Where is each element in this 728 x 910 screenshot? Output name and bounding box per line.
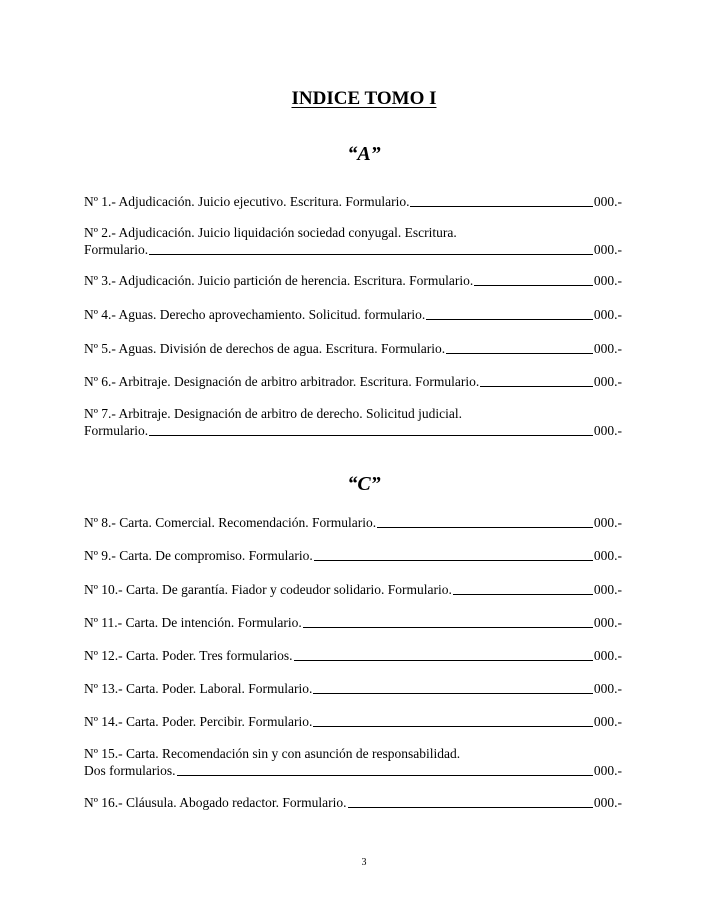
- entry-page-code: 000.-: [593, 307, 622, 322]
- index-entry-6: [84, 373, 622, 390]
- entry-page-code: 000.-: [593, 273, 622, 288]
- leader-line: [313, 693, 592, 694]
- index-entry-12: [84, 647, 622, 664]
- leader-line: [149, 435, 593, 436]
- leader-line: [294, 660, 593, 661]
- index-entry-15: [84, 745, 622, 779]
- leader-line: [377, 527, 593, 528]
- leader-line: [410, 206, 592, 207]
- entry-text: Nº 16.- Cláusula. Abogado redactor. Formulario.: [84, 795, 347, 810]
- entry-page-code: 000.-: [593, 795, 622, 810]
- entry-text: Nº 3.- Adjudicación. Juicio partición de herencia. Escritura. Formulario.: [84, 273, 474, 288]
- index-entry-4: [84, 306, 622, 323]
- entry-first-line: Nº 7.- Arbitraje. Designación de arbitro de derecho. Solicitud judicial.: [84, 406, 462, 421]
- index-entry-1: [84, 193, 622, 210]
- entry-first-line: Nº 2.- Adjudicación. Juicio liquidación sociedad conyugal. Escritura.: [84, 225, 457, 240]
- entry-text: Nº 14.- Carta. Poder. Percibir. Formulario.: [84, 714, 313, 729]
- entry-first-line: Nº 15.- Carta. Recomendación sin y con asunción de responsabilidad.: [84, 746, 461, 761]
- index-entry-11: [84, 614, 622, 631]
- entry-page-code: 000.-: [593, 341, 622, 356]
- entry-page-code: 000.-: [593, 714, 622, 729]
- entry-page-code: 000.-: [593, 648, 622, 663]
- leader-line: [426, 319, 593, 320]
- index-entry-14: [84, 713, 622, 730]
- index-entry-10: [84, 581, 622, 598]
- leader-line: [303, 627, 593, 628]
- entry-text: Formulario.: [84, 242, 149, 257]
- entry-page-code: 000.-: [593, 242, 622, 257]
- entry-page-code: 000.-: [593, 548, 622, 563]
- section-letter-c: “C”: [347, 473, 381, 495]
- entry-page-code: 000.-: [593, 681, 622, 696]
- page-number: 3: [361, 857, 367, 868]
- entry-text: Nº 8.- Carta. Comercial. Recomendación. Formulario.: [84, 515, 377, 530]
- entry-text: Nº 6.- Arbitraje. Designación de arbitro arbitrador. Escritura. Formulario.: [84, 374, 480, 389]
- index-entry-13: [84, 680, 622, 697]
- leader-line: [474, 285, 593, 286]
- entry-text: Dos formularios.: [84, 763, 176, 778]
- entry-text: Nº 4.- Aguas. Derecho aprovechamiento. Solicitud. formulario.: [84, 307, 426, 322]
- entry-page-code: 000.-: [593, 763, 622, 778]
- entry-text: Nº 13.- Carta. Poder. Laboral. Formulario.: [84, 681, 313, 696]
- index-entry-9: [84, 547, 622, 564]
- entry-text: Formulario.: [84, 423, 149, 438]
- index-entry-7: [84, 405, 622, 439]
- page-title-text: INDICE TOMO I: [291, 88, 437, 109]
- entry-page-code: 000.-: [593, 615, 622, 630]
- leader-line: [348, 807, 593, 808]
- leader-line: [313, 726, 592, 727]
- leader-line: [446, 353, 593, 354]
- entry-page-code: 000.-: [593, 582, 622, 597]
- leader-line: [480, 386, 593, 387]
- entry-text: Nº 11.- Carta. De intención. Formulario.: [84, 615, 302, 630]
- index-entry-16: [84, 794, 622, 811]
- entry-page-code: 000.-: [593, 194, 622, 209]
- leader-line: [314, 560, 593, 561]
- entry-page-code: 000.-: [593, 515, 622, 530]
- section-letter-a: “A”: [347, 143, 381, 165]
- index-entry-5: [84, 340, 622, 357]
- page-title: [0, 88, 728, 110]
- entry-text: Nº 12.- Carta. Poder. Tres formularios.: [84, 648, 293, 663]
- leader-line: [177, 775, 593, 776]
- entry-text: Nº 5.- Aguas. División de derechos de agua. Escritura. Formulario.: [84, 341, 446, 356]
- leader-line: [149, 254, 593, 255]
- entry-page-code: 000.-: [593, 374, 622, 389]
- index-entry-2: [84, 224, 622, 258]
- entry-text: Nº 10.- Carta. De garantía. Fiador y codeudor solidario. Formulario.: [84, 582, 452, 597]
- entry-text: Nº 9.- Carta. De compromiso. Formulario.: [84, 548, 313, 563]
- index-entry-3: [84, 272, 622, 289]
- entry-text: Nº 1.- Adjudicación. Juicio ejecutivo. Escritura. Formulario.: [84, 194, 410, 209]
- leader-line: [453, 594, 593, 595]
- index-entry-8: [84, 514, 622, 531]
- entry-page-code: 000.-: [593, 423, 622, 438]
